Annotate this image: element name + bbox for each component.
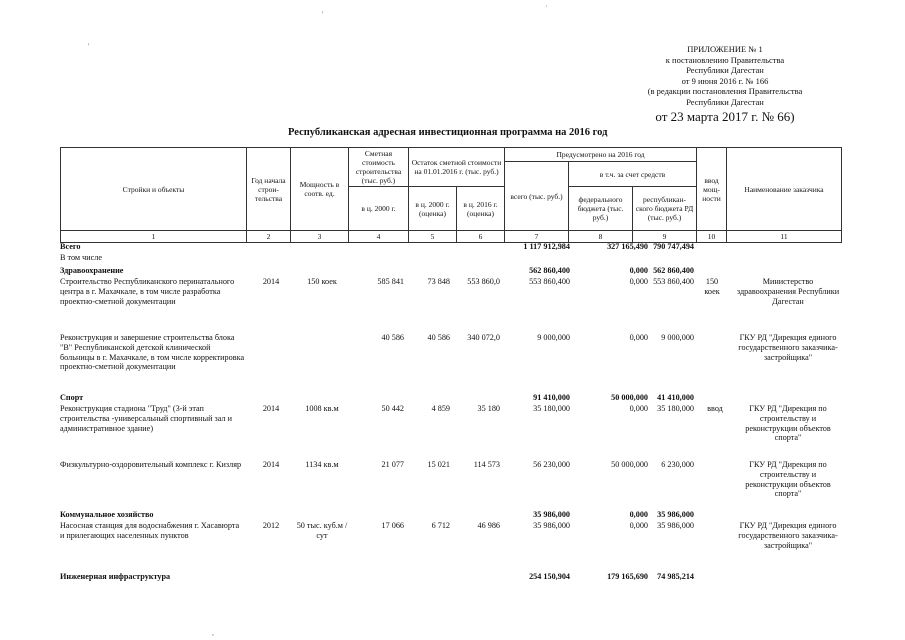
col-republic: республикан-ского бюджета РД (тыс. руб.): [633, 187, 697, 231]
cell-commission: 150 коек: [704, 277, 720, 296]
cell-federal: 0,000: [629, 266, 648, 275]
cell-remainder-2016: 35 180: [477, 404, 500, 413]
col-number: 5: [409, 231, 457, 243]
col-incl: в т.ч. за счет средств: [569, 162, 697, 187]
cell-year: 2014: [262, 277, 280, 286]
cell-remainder-2000: 15 021: [427, 460, 450, 469]
cell-commission: ввод: [707, 404, 723, 413]
cell-power: 1134 кв.м: [305, 460, 339, 469]
col-total: всего (тыс. руб.): [505, 162, 569, 231]
cell-estimate: 17 066: [381, 521, 404, 530]
col-estimate: Сметная стоимость строительства (тыс. руб.): [349, 148, 409, 187]
col-power: Мощность в соотв. ед.: [291, 148, 349, 231]
section-label: Здравоохранение: [60, 266, 124, 275]
cell-republic: 35 986,000: [657, 510, 694, 519]
cell-remainder-2000: 6 712: [431, 521, 450, 530]
cell-remainder-2000: 4 859: [431, 404, 450, 413]
col-number: 9: [633, 231, 697, 243]
cell-total: 35 986,000: [533, 521, 570, 530]
col-remainder-2016: в ц. 2016 г. (оценка): [457, 187, 505, 231]
cell-republic: 6 230,000: [661, 460, 694, 469]
col-number: 6: [457, 231, 505, 243]
cell-total: 91 410,000: [533, 393, 570, 402]
cell-remainder-2016: 553 860,0: [467, 277, 500, 286]
section-label: Спорт: [60, 393, 84, 402]
cell-remainder-2000: 73 848: [427, 277, 450, 286]
cell-total: 553 860,400: [529, 277, 570, 286]
header-line: от 9 июня 2016 г. № 166: [681, 75, 769, 86]
cell-power: 150 коек: [307, 277, 337, 286]
header-line: Республики Дагестан: [686, 96, 764, 107]
col-number: 2: [247, 231, 291, 243]
cell-customer: Министерство здравоохранения Республики Дагестан: [736, 277, 840, 306]
cell-remainder-2016: 46 986: [477, 521, 500, 530]
object-name: Реконструкция и завершение строительства блока "В" Республиканской детской клинической больницы в г. Махачкале, в том числе корректировка проектно-сметной документации: [60, 333, 245, 372]
col-estimate-2000: в ц. 2000 г.: [349, 187, 409, 231]
col-number: 4: [349, 231, 409, 243]
cell-republic: 35 180,000: [657, 404, 694, 413]
cell-republic: 9 000,000: [661, 333, 694, 342]
col-objects: Стройки и объекты: [61, 148, 247, 231]
col-number: 10: [697, 231, 727, 243]
cell-year: 2014: [262, 460, 280, 469]
cell-total: 562 860,400: [529, 266, 570, 275]
header-line: к постановлению Правительства: [665, 54, 785, 65]
col-remainder-2000: в ц. 2000 г. (оценка): [409, 187, 457, 231]
col-number: 11: [727, 231, 842, 243]
col-number: 8: [569, 231, 633, 243]
header-line: ПРИЛОЖЕНИЕ № 1: [687, 44, 763, 54]
object-name: Насосная станция для водоснабжения г. Хасавюрта и прилегающих населенных пунктов: [60, 521, 240, 540]
cell-estimate: 40 586: [381, 333, 404, 342]
header-line: (в редакции постановления Правительства: [647, 86, 803, 96]
cell-remainder-2016: 340 072,0: [467, 333, 500, 342]
section-label: Коммунальное хозяйство: [60, 510, 154, 519]
document-title: Республиканская адресная инвестиционная программа на 2016 год: [288, 127, 608, 138]
col-number: 1: [61, 231, 247, 243]
table-header: [60, 147, 842, 243]
col-number: 3: [291, 231, 349, 243]
object-name: Реконструкция стадиона "Труд" (3-й этап строительства -универсальный спортивный зал и административное здание): [60, 404, 232, 433]
cell-total: 56 230,000: [533, 460, 570, 469]
cell-total: 35 180,000: [533, 404, 570, 413]
cell-estimate: 50 442: [381, 404, 404, 413]
object-name: Строительство Республиканского перинатального центра в г. Махачкале, в том числе разработка проектно-сметной документации: [60, 277, 235, 306]
cell-total: 1 117 912,984: [523, 242, 570, 251]
cell-republic: 562 860,400: [653, 266, 694, 275]
col-number: 7: [505, 231, 569, 243]
col-planned: Предусмотрено на 2016 год: [505, 148, 697, 162]
cell-federal: 0,000: [629, 521, 648, 530]
cell-remainder-2000: 40 586: [427, 333, 450, 342]
col-year: Год начала строи-тельства: [247, 148, 291, 231]
cell-estimate: 21 077: [381, 460, 404, 469]
cell-federal: 327 165,490: [607, 242, 648, 251]
cell-year: 2014: [262, 404, 280, 413]
col-remainder: Остаток сметной стоимости на 01.01.2016 г. (тыс. руб.): [409, 148, 505, 187]
col-federal: федерального бюджета (тыс. руб.): [569, 187, 633, 231]
scan-speck: ,: [212, 628, 214, 637]
col-customer: Наименование заказчика: [727, 148, 842, 231]
cell-republic: 74 985,214: [657, 572, 694, 581]
cell-republic: 35 986,000: [657, 521, 694, 530]
cell-republic: 790 747,494: [653, 242, 694, 251]
cell-federal: 0,000: [629, 277, 648, 286]
col-commission: ввод мощ-ности: [697, 148, 727, 231]
appendix-header: [600, 44, 850, 124]
section-label: Инженерная инфраструктура: [60, 572, 171, 581]
cell-republic: 41 410,000: [657, 393, 694, 402]
cell-republic: 553 860,400: [653, 277, 694, 286]
cell-federal: 50 000,000: [611, 393, 648, 402]
scan-speck: ': [88, 42, 90, 51]
cell-total: 254 150,904: [529, 572, 570, 581]
scan-speck: ': [322, 10, 324, 19]
cell-customer: ГКУ РД "Дирекция единого государственного заказчика-застройщика": [738, 521, 838, 550]
row-label: Всего: [60, 242, 81, 251]
header-line: Республики Дагестан: [686, 65, 764, 75]
cell-remainder-2016: 114 573: [473, 460, 500, 469]
cell-estimate: 585 841: [377, 277, 404, 286]
cell-federal: 0,000: [629, 404, 648, 413]
cell-customer: ГКУ РД "Дирекция единого государственного заказчика-застройщика": [738, 333, 838, 362]
cell-customer: ГКУ РД "Дирекция по строительству и реконструкции объектов спорта": [745, 460, 831, 499]
amendment-date: от 23 марта 2017 г. № 66): [655, 109, 795, 124]
cell-power: 50 тыс. куб.м /сут: [296, 521, 348, 540]
cell-total: 35 986,000: [533, 510, 570, 519]
row-label: В том числе: [60, 253, 102, 262]
object-name: Физкультурно-оздоровительный комплекс г. Кизляр: [60, 460, 242, 469]
cell-federal: 50 000,000: [611, 460, 648, 469]
cell-federal: 0,000: [629, 510, 648, 519]
cell-federal: 0,000: [629, 333, 648, 342]
cell-total: 9 000,000: [537, 333, 570, 342]
cell-power: 1008 кв.м: [305, 404, 339, 413]
cell-year: 2012: [262, 521, 280, 530]
cell-customer: ГКУ РД "Дирекция по строительству и реконструкции объектов спорта": [745, 404, 831, 443]
cell-federal: 179 165,690: [607, 572, 648, 581]
scan-speck: ·: [545, 2, 548, 11]
